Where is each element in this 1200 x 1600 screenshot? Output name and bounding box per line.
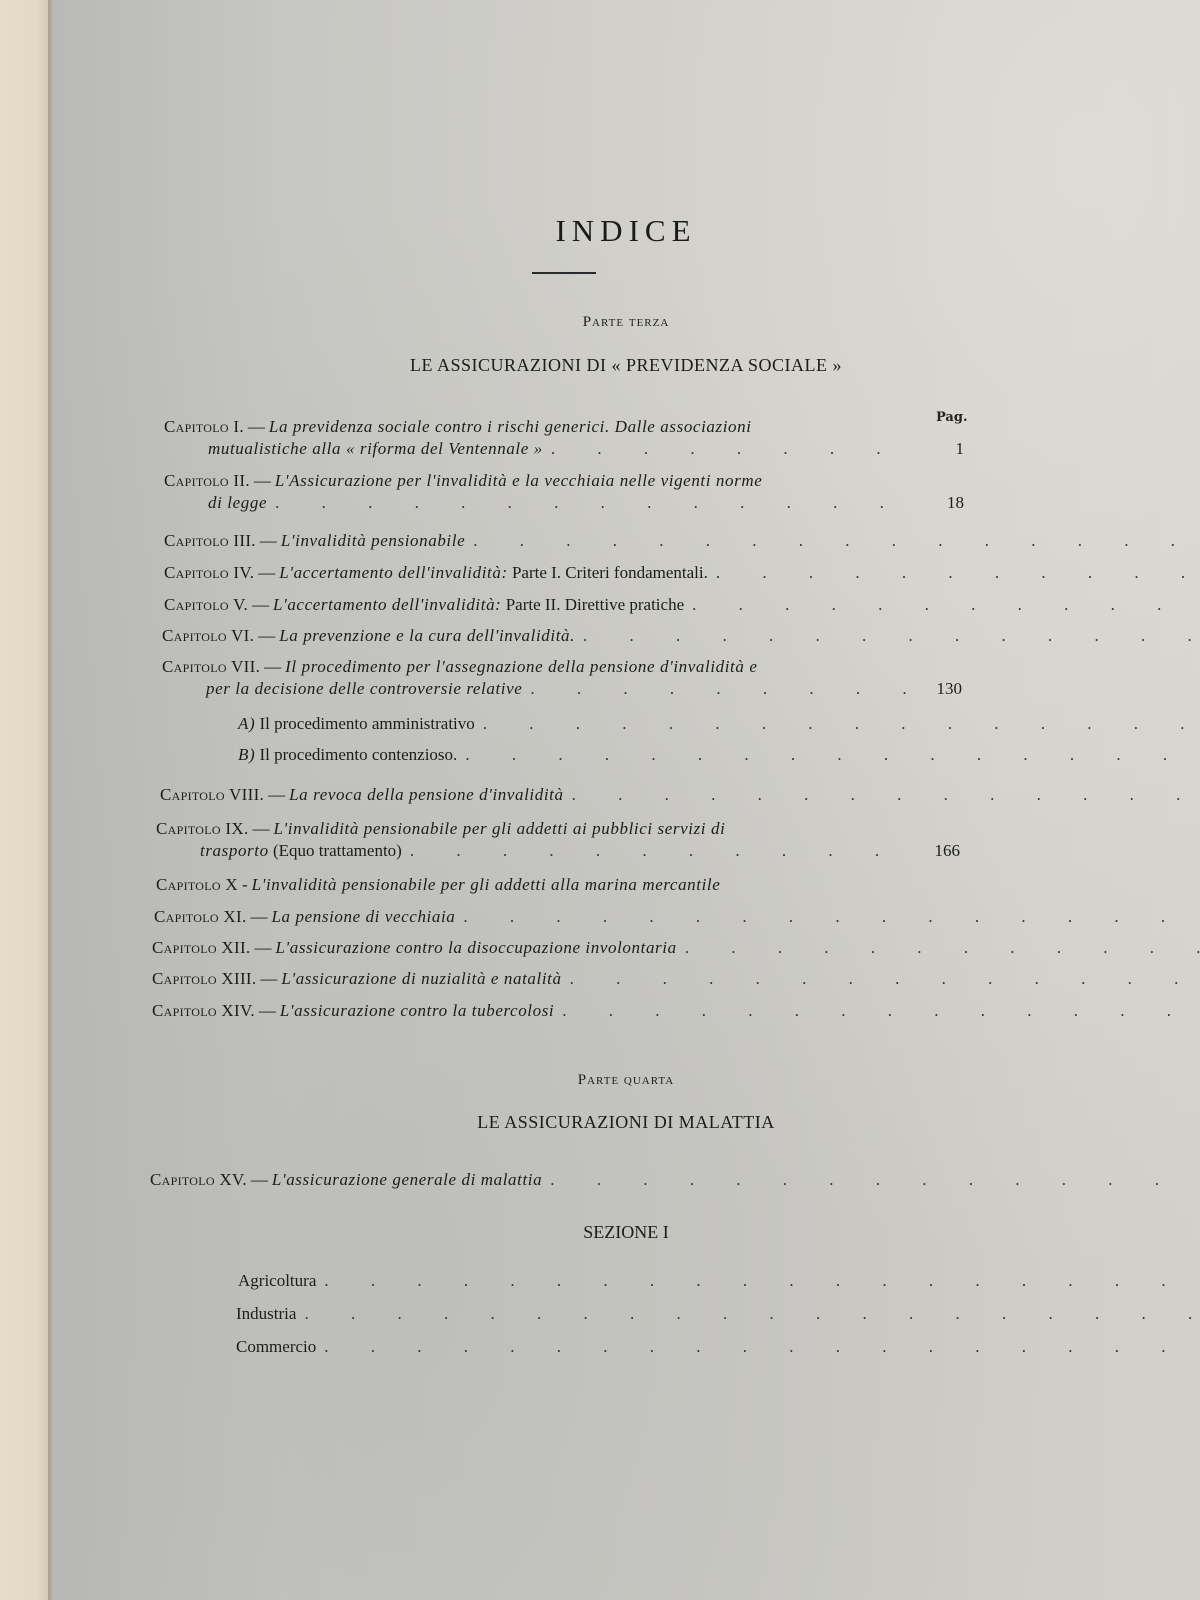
- toc-section-item[interactable]: [238, 1270, 966, 1292]
- toc-subentry[interactable]: [162, 713, 962, 735]
- chapter-number: Capitolo V.: [164, 595, 249, 614]
- chapter-title-cont: per la decisione delle controversie relative: [206, 679, 523, 698]
- part-title: LE ASSICURAZIONI DI MALATTIA: [477, 1112, 775, 1132]
- toc-entry[interactable]: Capitolo XI. — La pensione di vecchiaia . . .: [154, 906, 960, 928]
- book-page: [52, 0, 1200, 1600]
- chapter-title: L'assicurazione generale di malattia: [271, 1170, 543, 1189]
- page-number: 1: [955, 439, 964, 458]
- section-item-title: Industria: [236, 1304, 297, 1323]
- page-title: INDICE: [555, 213, 697, 248]
- dot-leader: [483, 713, 1200, 735]
- subentry-title: Il procedimento contenzioso.: [259, 745, 458, 764]
- page-number: 166: [934, 841, 960, 860]
- chapter-title: L'accertamento dell'invalidità:: [273, 595, 502, 614]
- toc-entry[interactable]: Capitolo VIII. — La revoca della pensione d'invalidità . . .: [160, 784, 960, 806]
- chapter-title: L'invalidità pensionabile per gli addetti alla marina mercantile: [251, 875, 721, 894]
- book-fore-edge: [0, 0, 52, 1600]
- chapter-title: L'assicurazione contro la tubercolosi: [279, 1001, 555, 1020]
- part-title: LE ASSICURAZIONI DI « PREVIDENZA SOCIALE »: [410, 355, 842, 375]
- part-label: Parte terza: [582, 314, 670, 330]
- chapter-title: L'invalidità pensionabile: [280, 531, 466, 550]
- dot-leader: [692, 594, 1200, 616]
- dot-leader: [716, 562, 1200, 584]
- chapter-title: L'assicurazione di nuzialità e natalità: [281, 969, 562, 988]
- chapter-title-cont: trasporto: [200, 841, 269, 860]
- chapter-number: Capitolo XV.: [150, 1170, 247, 1189]
- toc-entry[interactable]: Capitolo IV. — L'accertamento dell'invalidità: Parte I. Criteri fondamentali. . . .: [164, 562, 964, 584]
- dot-leader: [324, 1336, 1200, 1358]
- chapter-number: Capitolo XII.: [152, 938, 251, 957]
- toc-entry[interactable]: Capitolo II. — L'Assicurazione per l'invalidità e la vecchiaia nelle vigenti norme di legge . . . 18: [164, 470, 964, 514]
- chapter-number: Capitolo IV.: [164, 563, 255, 582]
- chapter-subtitle: Parte I. Criteri fondamentali.: [511, 563, 708, 582]
- chapter-number: Capitolo XIII.: [152, 969, 257, 988]
- toc-entry[interactable]: Capitolo XIV. — L'assicurazione contro la tubercolosi . . .: [152, 1000, 962, 1022]
- chapter-number: Capitolo IX.: [156, 819, 249, 838]
- chapter-number: Capitolo XIV.: [152, 1001, 255, 1020]
- dot-leader: [572, 784, 1200, 806]
- dot-leader: [275, 492, 924, 514]
- dot-leader: [551, 438, 924, 460]
- dot-leader: [685, 937, 1200, 959]
- dot-leader: [562, 1000, 1200, 1022]
- chapter-title: L'invalidità pensionabile per gli addetti ai pubblici servizi di: [273, 819, 726, 838]
- toc-entry[interactable]: Capitolo XV. — L'assicurazione generale di malattia . . .: [150, 1169, 964, 1191]
- chapter-number: Capitolo VI.: [162, 626, 255, 645]
- toc-entry[interactable]: Capitolo IX. — L'invalidità pensionabile per gli addetti ai pubblici servizi di trasporto (Equo trattamento) . . . 166: [156, 818, 960, 862]
- subentry-title: Il procedimento amministrativo: [259, 714, 475, 733]
- dot-leader: [550, 1169, 1200, 1191]
- chapter-number: Capitolo VII.: [162, 657, 261, 676]
- page-number: 130: [936, 679, 962, 698]
- toc-subentry[interactable]: [162, 744, 962, 766]
- toc-section-item[interactable]: [236, 1303, 966, 1325]
- part-label: Parte quarta: [577, 1072, 675, 1088]
- chapter-title: L'accertamento dell'invalidità:: [279, 563, 508, 582]
- toc-entry[interactable]: Capitolo X - L'invalidità pensionabile per gli addetti alla marina mercantile: [156, 875, 721, 894]
- section-item-title: Commercio: [236, 1337, 317, 1356]
- toc-entry[interactable]: Capitolo XII. — L'assicurazione contro la disoccupazione involontaria . . .: [152, 937, 960, 959]
- toc-entry[interactable]: Capitolo III. — L'invalidità pensionabile . . .: [164, 530, 964, 552]
- chapter-title-cont: mutualistiche alla « riforma del Ventennale »: [208, 439, 543, 458]
- chapter-number: Capitolo VIII.: [160, 785, 265, 804]
- dot-leader: [324, 1270, 1200, 1292]
- toc-entry[interactable]: Capitolo VI. — La prevenzione e la cura dell'invalidità. . . .: [162, 625, 962, 647]
- toc-entry[interactable]: Capitolo I. — La previdenza sociale contro i rischi generici. Dalle associazioni mutualistiche alla « riforma del Ventennale » . . . 1: [164, 416, 964, 460]
- chapter-title: L'Assicurazione per l'invalidità e la vecchiaia nelle vigenti norme: [274, 471, 763, 490]
- dot-leader: [583, 625, 1200, 647]
- section-item-title: Agricoltura: [238, 1271, 317, 1290]
- subentry-letter: A): [238, 714, 256, 733]
- chapter-subtitle: (Equo trattamento): [272, 841, 402, 860]
- chapter-subtitle: Parte II. Direttive pratiche: [505, 595, 685, 614]
- dot-leader: [304, 1303, 1200, 1325]
- chapter-number: Capitolo III.: [164, 531, 256, 550]
- toc-entry[interactable]: Capitolo VII. — Il procedimento per l'assegnazione della pensione d'invalidità e per la decisione delle controversie relative . . . 130: [162, 656, 962, 700]
- dot-leader: [465, 744, 1200, 766]
- dot-leader: [463, 906, 1200, 928]
- toc-entry[interactable]: Capitolo XIII. — L'assicurazione di nuzialità e natalità . . .: [152, 968, 960, 990]
- chapter-title: L'assicurazione contro la disoccupazione involontaria: [275, 938, 677, 957]
- chapter-number: Capitolo X: [156, 875, 238, 894]
- subentry-letter: B): [238, 745, 256, 764]
- chapter-title-cont: di legge: [208, 493, 268, 512]
- dot-leader: [570, 968, 1200, 990]
- section-title: SEZIONE I: [583, 1222, 669, 1242]
- page-number: 18: [947, 493, 964, 512]
- toc-section-item[interactable]: [236, 1336, 966, 1358]
- chapter-title: La pensione di vecchiaia: [271, 907, 456, 926]
- dot-leader: [530, 678, 922, 700]
- chapter-title: La revoca della pensione d'invalidità: [289, 785, 564, 804]
- chapter-title: La prevenzione e la cura dell'invalidità.: [279, 626, 575, 645]
- dot-leader: [410, 840, 920, 862]
- chapter-title: La previdenza sociale contro i rischi generici. Dalle associazioni: [268, 417, 752, 436]
- page-column-label: Pag.: [936, 410, 968, 425]
- title-divider: [532, 272, 596, 274]
- chapter-number: Capitolo I.: [164, 417, 244, 436]
- chapter-title: Il procedimento per l'assegnazione della pensione d'invalidità e: [285, 657, 758, 676]
- toc-entry[interactable]: Capitolo V. — L'accertamento dell'invalidità: Parte II. Direttive pratiche . . .: [164, 594, 964, 616]
- chapter-number: Capitolo XI.: [154, 907, 247, 926]
- dot-leader: [473, 530, 1200, 552]
- chapter-number: Capitolo II.: [164, 471, 250, 490]
